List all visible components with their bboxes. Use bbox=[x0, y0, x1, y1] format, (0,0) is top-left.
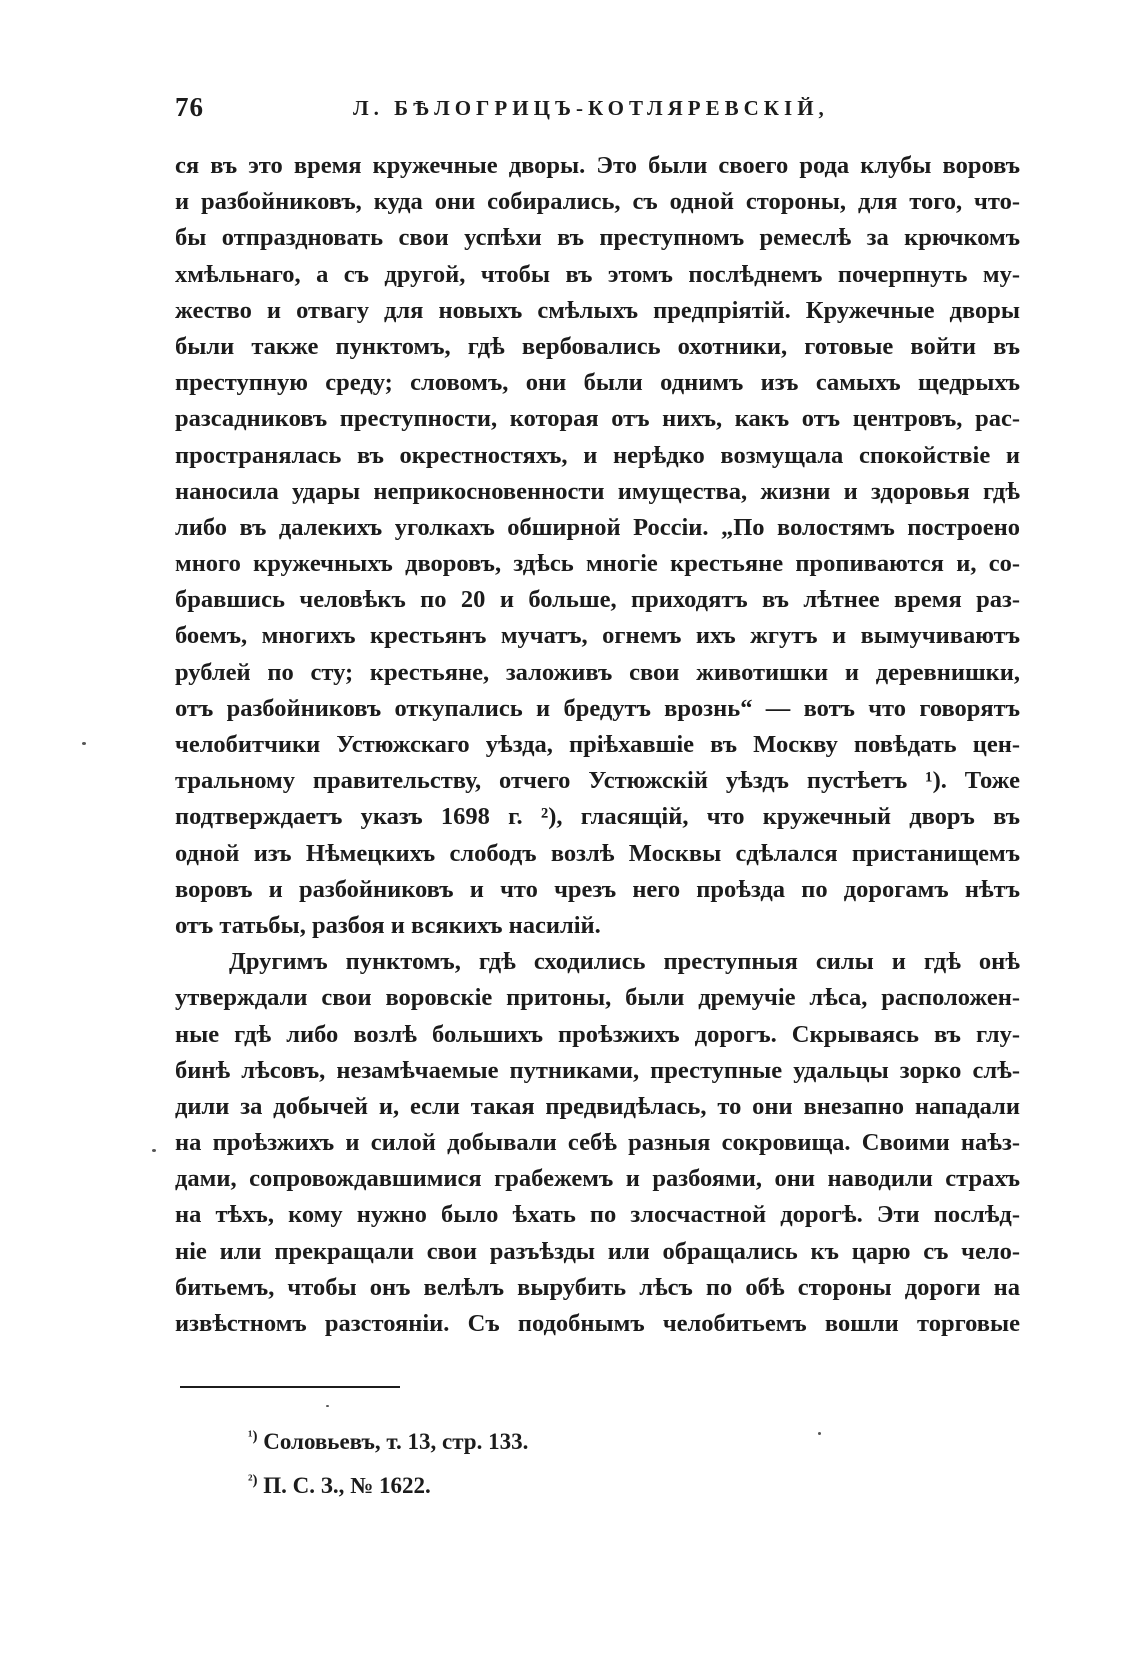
text-line: разсадниковъ преступности, которая отъ нихъ, какъ отъ центровъ, рас- bbox=[175, 405, 1020, 433]
page-header bbox=[175, 92, 1010, 132]
text-line: ніе или прекращали свои разъѣзды или обращались къ царю съ чело- bbox=[175, 1237, 1020, 1265]
text-line: на проѣзжихъ и силой добывали себѣ разныя сокровища. Своими наѣз- bbox=[175, 1129, 1020, 1157]
body-text bbox=[175, 148, 1020, 1342]
text-line: хмѣльнаго, а съ другой, чтобы въ этомъ послѣднемъ почерпнуть му- bbox=[175, 260, 1020, 288]
text-line: подтверждаетъ указъ 1698 г. ²), гласящій, что кружечный дворъ въ bbox=[175, 803, 1020, 831]
text-line: одной изъ Нѣмецкихъ слободъ возлѣ Москвы сдѣлался пристанищемъ bbox=[175, 839, 1020, 867]
text-line: наносила удары неприкосновенности имущества, жизни и здоровья гдѣ bbox=[175, 477, 1020, 505]
text-line: утверждали свои воровскіе притоны, были дремучіе лѣса, расположен- bbox=[175, 984, 1020, 1012]
text-line: были также пунктомъ, гдѣ вербовались охотники, готовые войти въ bbox=[175, 332, 1020, 360]
text-line: на тѣхъ, кому нужно было ѣхать по злосчастной дорогѣ. Эти послѣд- bbox=[175, 1201, 1020, 1229]
footnotes bbox=[248, 1420, 528, 1508]
paragraph-end-line: отъ татьбы, разбоя и всякихъ насилій. bbox=[175, 911, 601, 939]
footnote-text: П. С. З., № 1622. bbox=[263, 1473, 431, 1498]
scan-speck bbox=[326, 1405, 329, 1407]
text-line: боемъ, многихъ крестьянъ мучатъ, огнемъ ихъ жгутъ и вымучиваютъ bbox=[175, 622, 1020, 650]
text-line: ся въ это время кружечные дворы. Это были своего рода клубы воровъ bbox=[175, 152, 1020, 179]
text-line: тральному правительству, отчего Устюжскій уѣздъ пустѣетъ ¹). Тоже bbox=[175, 767, 1020, 795]
scan-speck bbox=[152, 1149, 156, 1152]
running-head: Л. БѢЛОГРИЦЪ-КОТЛЯРЕВСКІЙ, bbox=[353, 96, 829, 120]
paragraph-start-line: Другимъ пунктомъ, гдѣ сходились преступныя силы и гдѣ онѣ bbox=[229, 948, 1020, 976]
footnote-2 bbox=[248, 1464, 528, 1508]
text-line: извѣстномъ разстояніи. Съ подобнымъ челобитьемъ вошли торговые bbox=[175, 1310, 1020, 1337]
text-line: бравшись человѣкъ по 20 и больше, приходятъ въ лѣтнее время раз- bbox=[175, 586, 1020, 614]
text-line: рублей по сту; крестьяне, заложивъ свои животишки и деревнишки, bbox=[175, 658, 1020, 686]
text-line: преступную среду; словомъ, они были однимъ изъ самыхъ щедрыхъ bbox=[175, 369, 1020, 397]
text-line: отъ разбойниковъ откупались и бредутъ врознь“ — вотъ что говорятъ bbox=[175, 694, 1020, 722]
text-line: дили за добычей и, если такая предвидѣлась, то они внезапно нападали bbox=[175, 1092, 1020, 1120]
text-line: ные гдѣ либо возлѣ большихъ проѣзжихъ дорогъ. Скрываясь въ глу- bbox=[175, 1020, 1020, 1048]
text-line: дами, сопровождавшимися грабежемъ и разбоями, они наводили страхъ bbox=[175, 1165, 1020, 1193]
text-line: либо въ далекихъ уголкахъ обширной Россіи. „По волостямъ построено bbox=[175, 513, 1020, 541]
text-line: челобитчики Устюжскаго уѣзда, пріѣхавшіе въ Москву повѣдать цен- bbox=[175, 731, 1020, 758]
footnote-marker: ¹) bbox=[248, 1428, 258, 1445]
page-number: 76 bbox=[175, 92, 204, 122]
text-line: битьемъ, чтобы онъ велѣлъ вырубить лѣсъ по обѣ стороны дороги на bbox=[175, 1273, 1020, 1301]
text-line: пространялась въ окрестностяхъ, и нерѣдко возмущала спокойствіе и bbox=[175, 441, 1020, 469]
footnote-marker: ²) bbox=[248, 1472, 258, 1489]
footnote-1 bbox=[248, 1420, 528, 1464]
scan-speck bbox=[82, 742, 86, 745]
text-line: жество и отвагу для новыхъ смѣлыхъ предпріятій. Кружечные дворы bbox=[175, 296, 1020, 324]
text-line: бы отпраздновать свои успѣхи въ преступномъ ремеслѣ за крючкомъ bbox=[175, 224, 1020, 252]
text-line: и разбойниковъ, куда они собирались, съ одной стороны, для того, что- bbox=[175, 188, 1020, 216]
scan-speck bbox=[818, 1432, 821, 1435]
text-line: бинѣ лѣсовъ, незамѣчаемые путниками, преступные удальцы зорко слѣ- bbox=[175, 1056, 1020, 1084]
text-line: много кружечныхъ дворовъ, здѣсь многіе крестьяне пропиваются и, со- bbox=[175, 550, 1020, 578]
footnote-divider bbox=[180, 1386, 400, 1388]
text-line: воровъ и разбойниковъ и что чрезъ него проѣзда по дорогамъ нѣтъ bbox=[175, 875, 1020, 903]
footnote-text: Соловьевъ, т. 13, стр. 133. bbox=[263, 1429, 529, 1454]
